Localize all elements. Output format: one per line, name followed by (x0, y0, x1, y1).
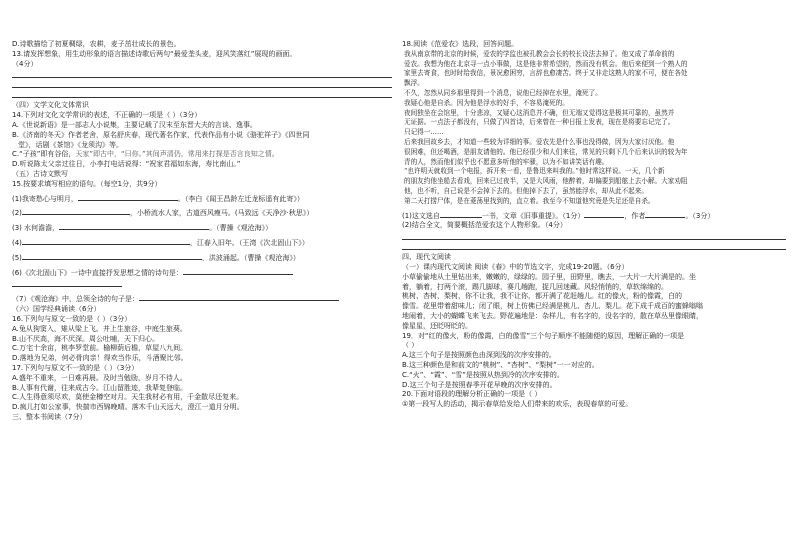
q19-paren: （ ） (402, 341, 419, 350)
passage-line: 飘浮。 (404, 79, 424, 88)
q12-option-d: D.诗歌描绘了初夏稠绿，农耕，麦子茁壮成长的景色。 (12, 40, 181, 48)
fill-7: （7）《观沧海》中，总领全诗的句子是： (12, 294, 392, 305)
blank[interactable] (22, 253, 202, 260)
q19-option-d: D.这三个句子是按照春季开花早晚的次序安排的。 (402, 380, 557, 389)
q14-option-c: C.“子孩”即有谷俗，天家”即古中，“曰你。”其间声清仍，常用来打探是否言良知之情。 (12, 150, 279, 159)
passage-line: 很困难，但还喝酒，是朋友请他的。他已经很少和人们来往，常见的只剩下几个后来认识的较为年 (404, 147, 688, 156)
passage-line: 爱农。我想为他在北京寻一点小事做，这是他非常希望的，然而没有机会。他后来便到一个熟人的 (404, 59, 688, 68)
passage-line: 他，也不听，自己说是不会掉下去的。但他掉下去了，虽然能浮水，却从此不起来。 (404, 186, 648, 195)
passage-line: 我疑心他是自杀。因为他是浮水的好手，不容易淹死的。 (404, 98, 569, 107)
fill-1: (1)我寄愁心与明月， 。（李白《闻王昌龄左迁龙标遥有此寄》） (12, 194, 304, 203)
spring-line: 着，躺着，打两个滚，踢几脚球，赛几趟跑，捉几回迷藏。风轻悄悄的，草软绵绵的。 (402, 282, 668, 291)
q17-option-c: C.人生得意须尽欢，莫使金樽空对月。天生我材必有用，千金散尽还复来。 (12, 393, 244, 402)
spring-line: 像星星，还眨呀眨的。 (402, 321, 472, 330)
blank[interactable] (440, 211, 482, 218)
section-3-heading: 三、整本书阅读（7分） (12, 412, 87, 421)
section-4-heading: （四）文学文化文体常识 (12, 101, 89, 110)
right-column (402, 40, 786, 410)
fill-5: (5) ，洪波涌起。（曹操《观沧海》） (12, 253, 300, 262)
q18-part-2: (2)结合全文，简要概括范爱农这个人物形象。（4分） (402, 221, 567, 230)
q17-option-a: A.盛年不重来，一日难再晨。及时当勉励，岁月不待人。 (12, 373, 187, 382)
q16-option-a: A.兔从狗窦入，雉从梁上飞。井上生旅谷，中庭生旅葵。 (12, 324, 187, 333)
q20-text: 20.下面对语段的理解分析正确的一项是（ ） (402, 390, 542, 399)
passage-line: 无证据。一点法子都没有，只做了四首诗，后来曾在一种日报上发表，现在是将要忘记完了。 (404, 118, 675, 127)
q14-text: 14.下列对文化文学常识的表述，不正确的一项是（ ）（3分） (12, 111, 202, 120)
answer-line[interactable] (402, 243, 786, 250)
answer-line[interactable] (12, 71, 392, 78)
q14-option-a: A.《世说新语》是一部志人小说集，主要记载了汉末至东晋大夫的言谈、逸事。 (12, 120, 257, 129)
passage-line: 夜间独坐在会馆里，十分悲凉，又疑心这消息并不确，但无端又觉得这是极其可靠的，虽然并 (404, 108, 675, 117)
passage-line: 后来我回故乡去，才知道一些较为详细的事。爱农先是什么事也没得做，因为大家讨厌他。他 (404, 137, 675, 146)
passage-line: 我从南京带的北京的时候，爱农的学监也被孔教会会长的校长设法去掉了。他又成了革命前的 (404, 49, 675, 58)
blank[interactable] (78, 194, 178, 201)
left-column (12, 40, 392, 423)
section-4-modern-heading: 四、现代文阅读 (402, 253, 451, 262)
q17-option-d: D.疯儿打如公家事，快揣市西锦晚晴。落木千山天远大，澄江一道月分明。 (12, 403, 244, 412)
q15-text: 15.按要求填写相应的语句。（每空1分，共9分） (12, 179, 162, 188)
section-5-heading: （五）古诗文默写 (12, 169, 68, 178)
q19-option-a: A.这三个句子是按照颜色由深到浅的次序安排的。 (402, 351, 556, 360)
spring-line: 桃树、杏树、梨树，你不让我，我不让你，都开满了花赶趟儿。红的像火，粉的像霞，白的 (402, 292, 682, 301)
answer-line[interactable] (12, 81, 392, 88)
q18-part-1: (1)这文选自 一书，文章《旧事重提》。（1分） ，作者 。（3分） (402, 211, 715, 220)
passage-line: “也许明天就收到一个电报，拆开来一看，是鲁迅来叫我的。”他时常这样说。一天，几个新 (404, 167, 665, 176)
q19-option-b: B.这三种颜色是和前文的“桃树”、“杏树”、“梨树”一一对应的。 (402, 360, 599, 369)
spring-line: 像雪。花里带着甜味儿；闭了眼，树上仿佛已经满是桃儿、杏儿、梨儿。花下成千成百的蜜蜂嗡嗡 (402, 302, 703, 311)
blank[interactable] (22, 238, 190, 245)
passage-line: 家里去寄食，也时时给我信，景况愈困穷，言辞也愈凄苦。终于又非走这熟人的家不可，便在各处 (404, 69, 688, 78)
answer-line[interactable] (402, 233, 786, 240)
passage-line: 的朋友约他坐船去看戏，回来已过夜半，又是大风雨，他醉着，却偏要到船舷上去小解。大家劝阻 (404, 177, 688, 186)
spring-line: 小草偷偷地从土里钻出来，嫩嫩的，绿绿的。园子里，田野里，瞧去，一大片一大片满是的。坐 (402, 272, 696, 281)
section-6-heading: （六）国学经典诵读（6分） (12, 305, 101, 314)
passage-fan-ainong (402, 50, 786, 207)
q17-option-b: B.人事有代谢，往来成古今。江山留胜迹，我辈复登临。 (12, 383, 188, 392)
q18-text: 18.阅读《范爱农》选段，回答问题。 (402, 40, 519, 48)
q17-text: 17.下列句与原文不一致的是（ ）（3分） (12, 363, 139, 372)
q14-option-d: D.听说陈太父亲过往日，小李打电话说得：“祝家君福如东海，寿比南山。” (12, 160, 241, 169)
q19-option-c: C.“火”、“霞”、“雪”是按照从热到冷的次序安排的。 (402, 370, 564, 379)
fill-3: (3) 水何澹澹， 。（曹操《观沧海》） (12, 224, 273, 233)
spring-line: 地闹着，大小的蝴蝶飞来飞去。野花遍地是：杂样儿，有名字的，没名字的，散在草丛里像眼睛， (402, 311, 703, 320)
q16-option-d: D.落地为兄弟，何必骨肉亲！得欢当作乐，斗酒聚比邻。 (12, 354, 188, 363)
q13-score: （4分） (12, 59, 38, 68)
fill-4: (4) ，江春入旧年。（王湾《次北固山下》） (12, 238, 309, 247)
q13-text: 13.请发挥想象，用生动形象的语言描述诗歌后两句“最爱垄头麦，迎风笑落红”展现的画面。 (12, 49, 297, 58)
blank[interactable] (139, 294, 339, 301)
answer-line[interactable] (12, 280, 122, 287)
answer-line[interactable] (12, 91, 392, 98)
blank[interactable] (59, 223, 209, 230)
blank[interactable] (183, 268, 293, 275)
passage-line: 第二天打捞尸体，是在菱荡里找到的，直立着。我至今不知道他究竟是失足还是自杀。 (404, 196, 655, 205)
passage-line: 只记得一…… (404, 128, 444, 137)
q16-text: 16.下列句与原文一致的是（ ）（3分） (12, 314, 132, 323)
q16-option-c: C.万宅十余亩，桃李罗堂前。榆柳荫后檐，草屋八九间。 (12, 344, 188, 353)
blank[interactable] (22, 208, 130, 215)
blank[interactable] (584, 211, 624, 218)
q19-text: 19．对“红的像火，粉的像霞，白的像雪”三个句子顺序不能随便的原因，理解正确的一项是 (402, 331, 685, 340)
q16-option-b: B.山不厌高，海不厌深。周公吐哺，天下归心。 (12, 334, 160, 343)
passage-line: 不久，忽然从同乡那里得到一个消息，说他已经掉在水里，淹死了。 (404, 88, 602, 97)
subsection-1-heading: （一）课内现代文阅读 阅读《春》中的节选文字，完成19-20题。（6分） (402, 262, 629, 271)
q14-option-b: B.《济南的冬天》作者老舍，原名舒庆春，现代著名作家，代表作品有小说《骆驼祥子》《四世同 (12, 130, 310, 139)
passage-line: 青的人，然而他们似乎也不愿意多听他的牢骚，以为不如讲笑话有趣。 (404, 157, 609, 166)
blank[interactable] (645, 211, 685, 218)
q20-option-1: ①第一段写人的活动，揭示春草给发给人们带来的欢乐，表现春草的可爱。 (402, 400, 633, 409)
fill-6: (6)《次北固山下》一诗中直接抒发思想之情的诗句是： (12, 268, 392, 279)
q14-option-b-cont: 堂》，话剧《茶馆》《龙须沟》等。 (18, 140, 123, 149)
fill-2: (2) ，小桥流水人家，古道西风瘦马。(马致远《天净沙·秋思》） (12, 209, 314, 218)
